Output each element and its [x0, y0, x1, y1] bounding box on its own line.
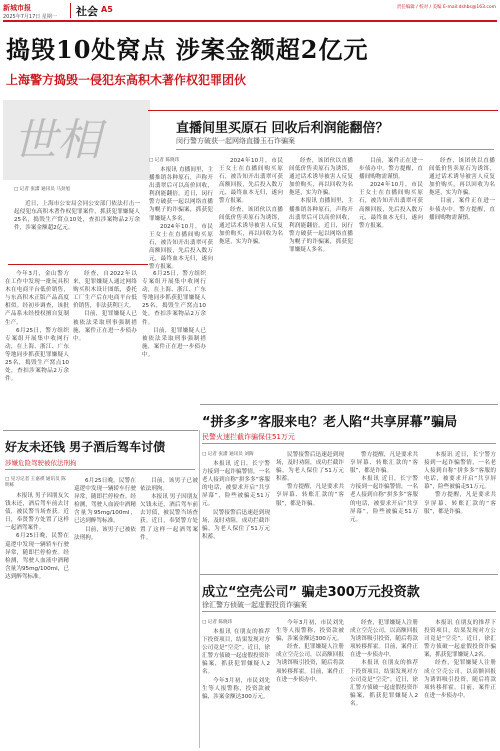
- editor-info: 责任编辑 / 校对 / 美编 E-mail:dshbs@163.com: [396, 5, 496, 10]
- feature1-title: 直播间里买原石 回收后利润能翻倍？: [176, 121, 389, 136]
- feature2-col1: [202, 460, 270, 570]
- feature1-paragraph: 本报讯 直播间里，主播推销各种原石，声称开出翡翠后可以高价回收，利润能翻倍。近日，闵行警方破获一起以网络直播为幌子的诈骗案，抓获犯罪嫌疑人多名。: [289, 198, 353, 254]
- feature1-paragraph: 经查，该团伙以直播间低价售卖原石为诱饵，通过话术诱导被害人反复加价购买，再以回收为名拖延，实为诈骗。: [289, 158, 353, 197]
- feature4-title: 成立“空壳公司” 骗走300万元投资款: [202, 585, 420, 600]
- page-number: A5: [101, 5, 113, 14]
- lead-summary: [14, 200, 140, 264]
- feature1-paragraph: 本报讯 直播间里，主播推销各种原石，声称开出翡翠后可以高价回收，利润能翻倍。近日，闵行警方破获一起以网络直播为幌子的诈骗案，抓获犯罪嫌疑人多名。: [149, 167, 213, 222]
- lead-summary-rule: [8, 264, 148, 265]
- feature1-subtitle: 闵行警方破获一起网络直播玉石诈骗案: [176, 137, 295, 145]
- feature2-title: “拼多多”客服来电？老人陷“共享屏幕”骗局: [202, 415, 458, 430]
- feature1-top-rule: [148, 110, 498, 111]
- lead-paragraph: 目前，犯罪嫌疑人已被依法采取刑事强制措施，案件正在进一步侦办中。: [142, 327, 206, 358]
- feature1-col5: [429, 157, 495, 406]
- feature4-paragraph: 经查，犯罪嫌疑人注册成立空壳公司，以高额回报为诱饵吸引投资，随后将款项转移挥霍。目前，案件正在进一步侦办中。: [424, 660, 496, 699]
- feature2-col3: [350, 451, 418, 570]
- feature1-col2: [219, 157, 283, 406]
- header-divider: [70, 3, 71, 18]
- feature3-byline: □ 见习记者 王嘉祺 通讯员 陈明栋: [5, 477, 66, 488]
- lead-body-col2: [73, 270, 137, 417]
- feature4-paragraph: 经查，犯罪嫌疑人注册成立空壳公司，以高额回报为诱饵吸引投资，随后将款项转移挥霍。目前，案件正在进一步侦办中。: [276, 644, 344, 683]
- feature4-paragraph: 经查，犯罪嫌疑人注册成立空壳公司，以高额回报为诱饵吸引投资，随后将款项转移挥霍。目前，案件正在进一步侦办中。: [350, 620, 418, 659]
- lead-title: 捣毁10处窝点 涉案金额超2亿元: [6, 35, 369, 64]
- header-rule: [3, 20, 497, 22]
- feature2-col4: [424, 451, 496, 570]
- lead-summary-text: 近日，上海市公安局会同公安部门依法打击一起侵犯东高积木著作权犯罪案件，抓获犯罪嫌疑人25名，捣毁生产窝点10处，查扣涉案物品2万余件，涉案金额超2亿元。: [14, 201, 140, 232]
- feature1-paragraph: 经查，该团伙以直播间低价售卖原石为诱饵，通过话术诱导被害人反复加价购买，再以回收为名拖延，实为诈骗。: [429, 158, 495, 197]
- feature4-rule: [202, 611, 496, 612]
- feature4-col1: [202, 628, 270, 748]
- feature4-subtitle: 徐汇警方侦破一起虚假投资诈骗案: [202, 601, 307, 609]
- feature1-rule: [176, 149, 494, 150]
- lead-paragraph: 今年3月，金山警方在工作中发现一批玩具积木在电商平台低价销售，与东高积木正版产品高度相似。经初步调查，该批产品系未经授权擅自复制生产。: [5, 271, 69, 326]
- feature1-paragraph: 2024年10月，市民王女士在直播间购买原石，被告知开出翡翠可获高额回报，先后投入数万元，最终血本无归，遂向警方报案。: [149, 223, 213, 271]
- feature4-paragraph: 今年3月初，市民刘先生等人报警称，投资款被骗，涉案金额达300万元。: [202, 677, 270, 700]
- feature2-top-rule: [200, 404, 498, 405]
- feature2-paragraph: 警方提醒，凡是要求共享屏幕、转账汇款的“客服”，都是诈骗。: [276, 484, 344, 507]
- feature2-paragraph: 民警接警后迅速赶到现场，及时劝阻，成功拦截诈骗，为老人保住了51万元积蓄。: [202, 509, 270, 540]
- lead-paragraph: 6月25日，警方组织专案组开展集中收网行动，在上海、浙江、广东等地同步抓获犯罪嫌疑人25名，捣毁生产窝点10处，查扣涉案物品2万余件。: [5, 327, 69, 383]
- feature4-top-rule: [200, 574, 498, 575]
- feature1-col4: [359, 157, 423, 406]
- feature2-paragraph: 本报讯 近日，长宁警方接到一起诈骗警情，一名老人接到自称“拼多多”客服的电话，被要求开启“共享屏幕”，险些被骗走51万元。: [350, 476, 418, 523]
- feature3-paragraph: 6月25日晚，民警在巡逻中发现一辆轿车行驶异常，随即拦停检查。经检测，驾驶人血液中酒精含量为95mg/100ml，已达到醉驾标准。: [5, 533, 69, 580]
- lead-byline: □ 记者 张潇 通讯员 马劲旭: [14, 187, 71, 192]
- feature2-paragraph: 本报讯 近日，长宁警方接到一起诈骗警情，一名老人接到自称“拼多多”客服的电话，被要求开启“共享屏幕”，险些被骗走51万元。: [424, 452, 496, 491]
- feature2-paragraph: 民警接警后迅速赶到现场，及时劝阻，成功拦截诈骗，为老人保住了51万元积蓄。: [276, 452, 344, 483]
- feature2-paragraph: 本报讯 近日，长宁警方接到一起诈骗警情，一名老人接到自称“拼多多”客服的电话，被要求开启“共享屏幕”，险些被骗走51万元。: [202, 461, 270, 508]
- lead-subtitle: 上海警方捣毁一侵犯东高积木著作权犯罪团伙: [6, 73, 247, 87]
- feature2-paragraph: 警方提醒，凡是要求共享屏幕、转账汇款的“客服”，都是诈骗。: [424, 492, 496, 515]
- pattern-graphic: [3, 100, 150, 180]
- feature4-col4: [424, 619, 496, 748]
- feature3-col1: [5, 492, 69, 747]
- feature4-paragraph: 本报讯 在朋友的推荐下投资项目，结果发现对方公司竟是“空壳”。近日，徐汇警方侦破一起虚假投资诈骗案，抓获犯罪嫌疑人2名。: [202, 629, 270, 676]
- feature3-paragraph: 本报讯 男子因朋友欠钱未还，酒后驾车前去讨债，被民警当场查获。近日，奉贤警方处置了这样一起酒驾案件。: [140, 494, 198, 541]
- feature4-paragraph: 本报讯 在朋友的推荐下投资项目，结果发现对方公司竟是“空壳”。近日，徐汇警方侦破一起虚假投资诈骗案，抓获犯罪嫌疑人2名。: [350, 660, 418, 707]
- feature3-rule: [5, 469, 195, 470]
- feature2-col2: [276, 451, 344, 570]
- feature1-col3: [289, 157, 353, 406]
- feature3-subtitle: 涉嫌危险驾驶被依法刑拘: [5, 459, 77, 467]
- feature3-col3: [140, 477, 198, 747]
- issue-date: 2025年7月17日 星期一: [3, 14, 57, 20]
- svg-text:世相: 世相: [13, 115, 101, 166]
- feature1-paragraph: 2024年10月，市民王女士在直播间购买原石，被告知开出翡翠可获高额回报，先后投入数万元，最终血本无归，遂向警方报案。: [359, 182, 423, 229]
- feature2-paragraph: 警方提醒，凡是要求共享屏幕、转账汇款的“客服”，都是诈骗。: [350, 452, 418, 475]
- feature2-byline: □ 记者 张潇 通讯员 刘陶: [202, 452, 254, 457]
- feature1-paragraph: 2024年10月，市民王女士在直播间购买原石，被告知开出翡翠可获高额回报，先后投入数万元，最终血本无归，遂向警方报案。: [219, 158, 283, 205]
- lead-paragraph: 6月25日，警方组织专案组开展集中收网行动，在上海、浙江、广东等地同步抓获犯罪嫌疑人25名，捣毁生产窝点10处，查扣涉案物品2万余件。: [142, 271, 206, 326]
- feature4-col2: [276, 619, 344, 748]
- column-divider: [199, 430, 200, 748]
- feature4-byline: □ 记者 陈晓玮: [202, 620, 233, 625]
- feature2-subtitle: 民警火速拦截诈骗保住51万元: [202, 433, 295, 441]
- feature3-top-rule: [3, 430, 198, 431]
- feature1-paragraph: 目前，案件正在进一步侦办中。警方提醒，直播间购物需谨慎。: [429, 198, 495, 221]
- feature2-rule: [202, 443, 496, 444]
- paper-logo: 新城市报: [3, 3, 31, 12]
- feature3-col2: [74, 477, 136, 747]
- section-name: 社会: [76, 5, 98, 18]
- feature3-paragraph: 目前，该男子已被依法刑拘。: [74, 526, 136, 541]
- lead-paragraph: 经查，自2022年以来，犯罪嫌疑人通过网络购买积木设计图纸，委托工厂生产后在电商平台低价销售，非法获利巨大。: [73, 271, 137, 310]
- feature1-paragraph: 经查，该团伙以直播间低价售卖原石为诱饵，通过话术诱导被害人反复加价购买，再以回收为名拖延，实为诈骗。: [219, 206, 283, 245]
- feature3-paragraph: 6月25日晚，民警在巡逻中发现一辆轿车行驶异常，随即拦停检查。经检测，驾驶人血液中酒精含量为95mg/100ml，已达到醉驾标准。: [74, 478, 136, 525]
- feature3-paragraph: 本报讯 男子因朋友欠钱未还，酒后驾车前去讨债，被民警当场查获。近日，奉贤警方处置了这样一起酒驾案件。: [5, 493, 69, 532]
- lead-body-col1: [5, 270, 69, 417]
- feature3-title: 好友未还钱 男子酒后驾车讨债: [5, 440, 166, 454]
- feature1-byline: □ 记者 陈晓玮: [149, 158, 180, 163]
- feature4-col3: [350, 619, 418, 748]
- feature3-paragraph: 目前，该男子已被依法刑拘。: [140, 478, 198, 493]
- feature1-paragraph: 目前，案件正在进一步侦办中。警方提醒，直播间购物需谨慎。: [359, 158, 423, 181]
- lead-photo: [3, 100, 150, 180]
- feature4-paragraph: 今年3月初，市民刘先生等人报警称，投资款被骗，涉案金额达300万元。: [276, 620, 344, 643]
- lead-paragraph: 目前，犯罪嫌疑人已被依法采取刑事强制措施，案件正在进一步侦办中。: [73, 311, 137, 342]
- feature4-paragraph: 本报讯 在朋友的推荐下投资项目，结果发现对方公司竟是“空壳”。近日，徐汇警方侦破一起虚假投资诈骗案，抓获犯罪嫌疑人2名。: [424, 620, 496, 659]
- feature1-col1: [149, 166, 213, 406]
